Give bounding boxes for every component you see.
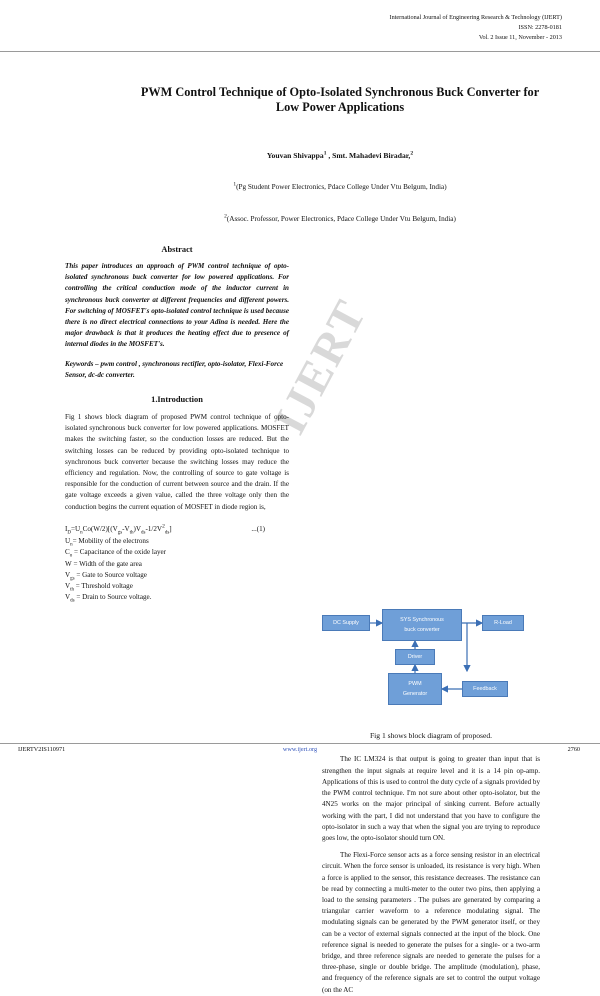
affiliation-2 [40,215,600,223]
paper-id: IJERTV2IS110971 [18,746,66,753]
pwm-label-1: PWM [408,681,422,688]
abstract-heading: Abstract [161,245,193,254]
author-2: , Smt. Mahadevi Biradar, [326,151,411,160]
author-1: Youvan Shivappa [266,151,324,160]
equation-body: $I_D=U_nCo(W/2)[(V_{gs}-V_{th})V_{ds}-1/2V^2_{ds}]$ [65,523,172,536]
feedback-label: Feedback [473,686,497,693]
aff1-text: (Pg Student Power Electronics, Pdace College Under Vtu Belgum, India) [236,183,447,191]
sync-buck-block [382,609,462,641]
journal-volume: Vol. 2 Issue 11, November - 2013 [478,34,562,41]
r-load-label: R-Load [494,620,512,627]
equation-1 [65,523,265,536]
journal-issn: ISSN: 2278-0181 [518,24,562,31]
definition-item: $V_{ds}$ = Drain to Source voltage. [65,593,152,604]
driver-block [395,649,435,665]
header-rule [0,51,600,52]
website-link[interactable]: www.ijert.org [282,746,318,753]
paper-title [40,85,600,115]
definitions-list [65,536,289,603]
keywords: Keywords – pwm control , synchronous rectifier, opto-isolator, Flexi-Force Sensor, dc-dc converter. [65,359,284,379]
author-2-sup: 2 [410,150,414,157]
page-number: 2760 [567,746,580,753]
aff1-sup: 1 [233,181,237,188]
right-paragraph-2: The Flexi-Force sensor acts as a force sensing resistor in an electrical circuit. When the force sensor is unloaded, its resistance is very high. When a force is applied to the sensor, this resistance decreases. The resistance can be read by connecting a multi-meter to the outer two pins, then applying a load to the sensing parameters . The pulses are generated by comparing a triangular carrier waveform to a reference modulating signal. The modulating signals can be generated by the PWM generator itself, or they can be a vector of external signals connected at the input of the block. One reference signal is needed to generate the pulses for a single- or a two-arm bridge, and three reference signals are needed to generate the pulses for a three-phase, single or double bridge. The amplitude (modulation), phase, and frequency of the reference signals are set to control the output voltage (on the AC [322,851,540,994]
equation-number: ...(1) [251,524,265,533]
pwm-label-2: Generator [402,691,428,698]
watermark: IJERT [263,291,377,442]
definition-item: $V_{gs}$ = Gate to Source voltage [65,570,147,582]
authors [40,151,600,160]
right-paragraph-1: The IC LM324 is that output is going to greater than input that is strengthen the input signals at require level and it is a 14 pin op-amp. Applications of this is used to control the duty cycle of a signals provided by the PWM control technique. I'm not sure about other opto-isolator, but the 4N25 works on the major principal of sinking current. Before actually working with the part, I did not understand that you have to configure the opto-isolator in such a way that when the signal you are trying to reproduce goes low, the opto-isolator should turn ON. [322,755,540,842]
aff2-sup: 2 [224,213,227,220]
definition-item: $U_n=$ Mobility of the electrons [65,537,149,548]
intro-paragraph: Fig 1 shows block diagram of proposed PWM control technique of opto-isolated synchronous buck converter for low powered applications. MOSFET makes the switching faster, so the conduction losses are reduced. But the switching losses can be reduced by providing opto-isolated technique to synchronous buck converter because the switching losses may reduce the efficiency and regulation. Now, the controlling of source to gate voltage is responsible for the conduction of current between source and the drain. If the gate voltage exceeds a given value, called the three voltage only then the conduction begins the current equation of MOSFET in diode region is, [65,413,289,511]
definition-item: $V_{th}$ = Threshold voltage [65,582,133,593]
author-1-sup: 1 [323,150,327,157]
title-line-2: Low Power Applications [275,100,405,114]
aff2-text: (Assoc. Professor, Power Electronics, Pdace College Under Vtu Belgum, India) [226,215,456,223]
driver-label: Driver [407,654,423,661]
definition-item: W = Width of the gate area [65,559,142,568]
pwm-generator-block [388,673,442,705]
r-load-block [482,615,524,631]
intro-heading: 1.Introduction [151,395,203,405]
left-column [65,245,289,603]
block-diagram [322,605,540,717]
figure-caption: Fig 1 shows block diagram of proposed. [369,731,493,741]
journal-header [390,13,562,43]
definition-item: $C_o$ = Capacitance of the oxide layer [65,548,167,559]
sync-buck-label-2: buck converter [404,627,440,634]
right-column [322,605,540,995]
abstract-text: This paper introduces an approach of PWM control technique of opto-isolated synchronous buck converter for low powered applications. For controlling the critical conduction mode of the inductor current in synchronous buck converter at different frequencies and different powers. For switching of MOSFET's opto-isolated control technique is used because there is no direct electrical connections to your Adina is needed. Here the major drawback is that it produces the heating effect due to presence of internal diodes in the MOSFET's. [65,262,289,349]
affiliation-1 [40,183,600,191]
dc-supply-block [322,615,370,631]
sync-buck-label-1: SYS Synchronous [400,617,444,624]
dc-supply-label: DC Supply [333,620,359,627]
title-line-1: PWM Control Technique of Opto-Isolated Synchronous Buck Converter for [140,85,540,99]
feedback-block [462,681,508,697]
journal-name: International Journal of Engineering Research & Technology (IJERT) [389,14,562,21]
